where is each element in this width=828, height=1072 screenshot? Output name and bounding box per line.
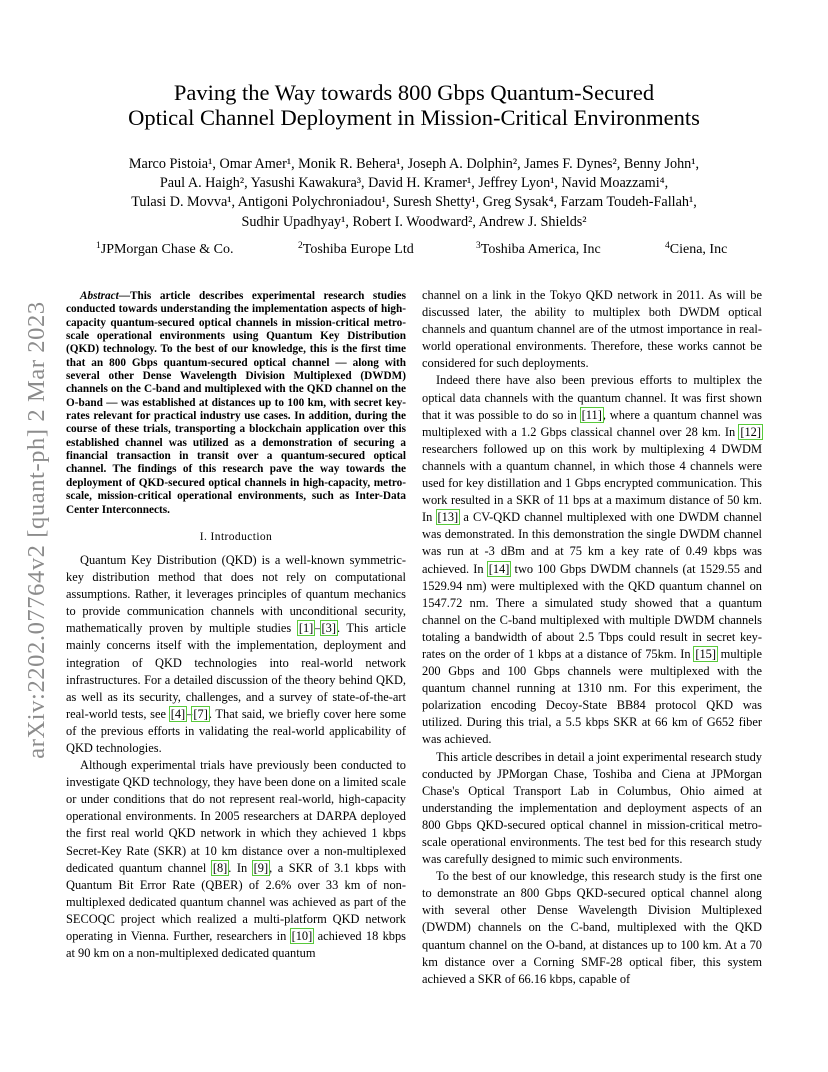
citation-link[interactable]: [12]	[740, 424, 761, 439]
citation-link[interactable]: [11]	[581, 407, 602, 422]
author-line: Tulasi D. Movva¹, Antigoni Polychroniadou¹, Suresh Shetty¹, Greg Sysak⁴, Farzam Toudeh-Fallah¹,	[131, 194, 697, 211]
body-paragraph	[422, 868, 762, 988]
citation-link[interactable]: [13]	[437, 510, 459, 525]
paragraph-text: a CV-QKD channel multiplexed with one DWDM channel was demonstrated. In this demonstration the single DWDM channel was run at -3 dBm and at 75 km a key rate of 0.49 kbps was achieved. In	[422, 510, 762, 576]
citation-link[interactable]: [10]	[291, 929, 313, 943]
paragraph-text: . That said, we briefly cover here some of the previous efforts in validating the real-world applicability of QKD technologies.	[66, 706, 406, 755]
left-column	[66, 290, 406, 962]
paragraph-text: researchers followed up on this work by multiplexing 4 DWDM channels with a quantum channel, in which those 4 channels were used for key distillation and 1 Gbps encrypted communication. This work resulted in a SKR of 11 bps at a maximum distance of 50 km. In	[422, 441, 762, 525]
abstract	[66, 290, 406, 517]
citation-link[interactable]: [14]	[488, 561, 510, 576]
right-column	[422, 287, 762, 988]
paragraph-text: two 100 Gbps DWDM channels (at 1529.55 and 1529.94 nm) were multiplexed with the QKD quantum channel on 1547.72 nm. There a simulated study showed that a quantum channel on the C-band multiplexed with multiple DWDM channels totaling a bandwidth of about 2.5 Tbps could result in secret key-rates on the order of 1 kbps at a distance of 75km. In	[422, 561, 762, 661]
affiliation-1: $^1$JPMorgan Chase & Co.	[96, 241, 234, 257]
paragraph-text: –	[314, 621, 321, 636]
paragraph-text: channel on a link in the Tokyo QKD network in 2011. As will be discussed later, the ability to multiplex both DWDM optical channels and quantum channel are of the utmost importance in real-world operational environments. Therefore, these works cannot be considered for such deployments.	[422, 288, 762, 371]
paragraph-text: achieved 18 kbps at 90 km on a non-multiplexed dedicated quantum	[66, 929, 407, 961]
body-paragraph	[422, 287, 762, 372]
title-line-2: Optical Channel Deployment in Mission-Critical Environments	[128, 105, 700, 130]
body-paragraph	[66, 552, 406, 757]
citation-link[interactable]: [4]	[170, 706, 186, 721]
body-paragraph	[66, 757, 406, 962]
right-body	[422, 287, 762, 988]
author-line: Sudhir Upadhyay¹, Robert I. Woodward², Andrew J. Shields²	[241, 213, 587, 230]
citation-link[interactable]: [3]	[321, 621, 336, 636]
citation-link[interactable]: [15]	[695, 646, 716, 661]
citation-link[interactable]: [7]	[193, 706, 208, 721]
title-line-1: Paving the Way towards 800 Gbps Quantum-Secured	[173, 80, 655, 105]
abstract-text: —This article describes experimental research studies conducted towards understanding the implementation aspects of high-capacity quantum-secured optical channels in mission-critical metro-scale operational environments using Quantum Key Distribution (QKD) technology. To the best of our knowledge, this is the first time that an 800 Gbps quantum-secured optical channel — along with several other Dense Wavelength Division Multiplexed (DWDM) channels on the C-band and multiplexed with the QKD channel on the O-band — was established at distances up to 100 km, with secret key-rates relevant for practical industry use cases. In addition, during the course of these trials, transporting a blockchain application over this established channel was utilized as a demonstration of securing a financial transaction in transit over a quantum-secured optical channel. The findings of this research pave the way towards the deployment of QKD-secured optical channels in high-capacity, metro-scale, mission-critical operational environments, such as Inter-Data Center Interconnects.	[66, 290, 406, 516]
citation-link[interactable]: [1]	[298, 621, 314, 636]
paragraph-text: Although experimental trials have previously been conducted to investigate QKD technology, they have been done on a limited scale or under conditions that do not represent real-world, high-capacity operational environments. In 2005 researchers at DARPA deployed the first real world QKD network in which they achieved 1 kbps Secret-Key Rate (SKR) at 10 km distance over a non-multiplexed dedicated quantum channel	[66, 758, 406, 875]
affiliation-2: $^2$Toshiba Europe Ltd	[298, 241, 414, 257]
paragraph-text: –	[186, 706, 193, 721]
paragraph-text: . This article mainly concerns itself with the implementation, deployment and integration of QKD technologies into real-world network infrastructures. For a detailed discussion of the theory behind QKD, as well as its security, challenges, and a survey of state-of-the-art real-world tests, see	[66, 621, 406, 721]
citation-link[interactable]: [8]	[212, 860, 228, 875]
paragraph-text: This article describes in detail a joint experimental research study conducted by JPMorgan Chase, Toshiba and Ciena at JPMorgan Chase's Optical Transport Lab in Columbus, Ohio aimed at understanding the implementation and deployment aspects of an 800 Gbps QKD-secured optical channel in mission-critical metro-scale operational environments. The test bed for this research study was carefully designed to mimic such environments.	[422, 749, 762, 867]
section-heading: I. Introduction	[199, 530, 273, 543]
body-paragraph	[422, 749, 762, 869]
paragraph-text: Indeed there have also been previous efforts to multiplex the optical data channels with the quantum channel. It was first shown that it was possible to do so in	[422, 373, 762, 422]
left-body	[66, 552, 406, 962]
citation-link[interactable]: [9]	[253, 860, 269, 875]
paper-title	[100, 80, 728, 130]
affiliation-4: $^4$Ciena, Inc	[665, 241, 728, 257]
abstract-label: Abstract	[80, 290, 119, 302]
paragraph-text: , a SKR of 3.1 kbps with Quantum Bit Error Rate (QBER) of 2.6% over 33 km of non-multiplexed dedicated quantum channel was achieved as part of the SECOQC project which realized a multi-platform QKD network operating in Vienna. Further, researchers in	[66, 860, 406, 943]
affiliation-3: $^3$Toshiba America, Inc	[476, 241, 601, 257]
paragraph-text: Quantum Key Distribution (QKD) is a well-known symmetric-key distribution method that does not rely on computational assumptions. Rather, it leverages principles of quantum mechanics to provide communication channels with unconditional security, mathematically proven by multiple studies	[66, 552, 406, 636]
paragraph-text: To the best of our knowledge, this research study is the first one to demonstrate an 800 Gbps QKD-secured optical channel along with several other Dense Wavelength Division Multiplexed (DWDM) channels on the C-band, multiplexed with the QKD quantum channel on the O-band, at distances up to 100 km. At a 70 km distance over a Corning SMF-28 optical fiber, this system achieved a SKR of 66.16 kbps, capable of	[422, 869, 762, 986]
paragraph-text: , where a quantum channel was multiplexed with a 1.2 Gbps classical channel over 28 km. In	[422, 407, 762, 439]
paragraph-text: . In	[228, 860, 253, 875]
author-list	[84, 155, 744, 232]
author-line: Paul A. Haigh², Yasushi Kawakura³, David H. Kramer¹, Jeffrey Lyon¹, Navid Moazzami⁴,	[159, 175, 669, 192]
affiliations	[96, 242, 736, 262]
author-line: Marco Pistoia¹, Omar Amer¹, Monik R. Behera¹, Joseph A. Dolphin², James F. Dynes², Benny John¹,	[128, 156, 700, 172]
body-paragraph	[422, 372, 762, 748]
arxiv-identifier: arXiv:2202.07764v2 [quant-ph] 2 Mar 2023	[23, 301, 50, 759]
paragraph-text: multiple 200 Gbps and 100 Gbps channels were multiplexed with the quantum channel running at 1310 nm. For this experiment, the polarization encoding Decoy-State BB84 protocol QKD was utilized. During this trial, a 5.5 kbps SKR at 66 km of G652 fiber was achieved.	[422, 646, 762, 747]
